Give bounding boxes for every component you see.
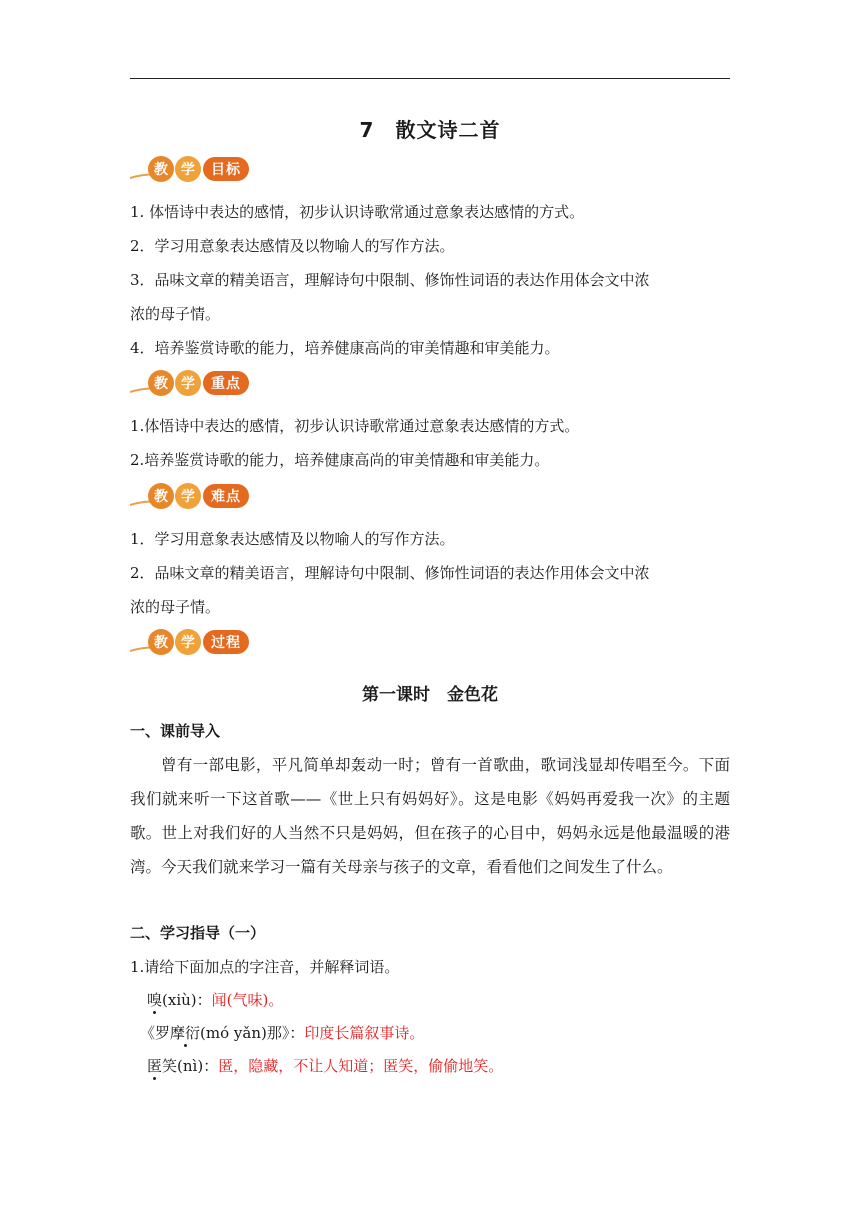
header-rule bbox=[130, 78, 730, 79]
page-title: 7 散文诗二首 bbox=[359, 118, 501, 142]
vocab-meaning: 印度长篇叙事诗。 bbox=[304, 1024, 425, 1042]
teaching-goals-badge bbox=[130, 156, 245, 186]
difficulty-line: 2．品味文章的精美语言，理解诗句中限制、修饰性词语的表达作用体会文中浓 bbox=[130, 564, 650, 582]
vocab-item: 匿笑(nì)：匿，隐藏，不让人知道；匿笑，偷偷地笑。 bbox=[147, 1057, 504, 1075]
goal-line: 3．品味文章的精美语言，理解诗句中限制、修饰性词语的表达作用体会文中浓 bbox=[130, 271, 650, 289]
intro-paragraph: 曾有一部电影，平凡简单却轰动一时；曾有一首歌曲，歌词浅显却传唱至今。下面我们就来听一下这首歌——《世上只有妈妈好》。这是电影《妈妈再爱我一次》的主题歌。世上对我们好的人当然不只是妈妈，但在孩子的心目中，妈妈永远是他最温暖的港湾。今天我们就来学习一篇有关母亲与孩子的文章，看看他们之间发生了什么。 bbox=[130, 756, 730, 876]
badge-label: 难点 bbox=[203, 484, 249, 508]
badge-char: 教 bbox=[148, 483, 174, 509]
dotted-char: 匿 bbox=[147, 1057, 163, 1075]
badge-char: 教 bbox=[148, 629, 174, 655]
lesson-title: 第一课时 金色花 bbox=[362, 685, 498, 705]
section-heading: 二、学习指导（一） bbox=[130, 924, 266, 942]
goal-line: 4．培养鉴赏诗歌的能力，培养健康高尚的审美情趣和审美能力。 bbox=[130, 339, 560, 357]
badge-char: 学 bbox=[175, 156, 201, 182]
goal-line: 2．学习用意象表达感情及以物喻人的写作方法。 bbox=[130, 237, 455, 255]
question-line: 1.请给下面加点的字注音，并解释词语。 bbox=[130, 958, 400, 976]
badge-char: 学 bbox=[175, 370, 201, 396]
difficulties-badge bbox=[130, 483, 245, 513]
dotted-char: 嗅 bbox=[147, 991, 163, 1009]
goal-line: 1. 体悟诗中表达的感情，初步认识诗歌常通过意象表达感情的方式。 bbox=[130, 203, 585, 221]
vocab-item: 《罗摩衍(mó yǎn)那》：印度长篇叙事诗。 bbox=[140, 1024, 425, 1042]
badge-label: 重点 bbox=[203, 371, 249, 395]
key-point-line: 2.培养鉴赏诗歌的能力，培养健康高尚的审美情趣和审美能力。 bbox=[130, 451, 550, 469]
key-points-badge bbox=[130, 370, 245, 400]
badge-char: 教 bbox=[148, 156, 174, 182]
vocab-item: 嗅(xiù)：闻(气味)。 bbox=[147, 991, 284, 1009]
badge-label: 目标 bbox=[203, 157, 249, 181]
badge-char: 学 bbox=[175, 483, 201, 509]
section-heading: 一、课前导入 bbox=[130, 722, 221, 740]
process-badge bbox=[130, 629, 245, 659]
difficulty-line: 浓的母子情。 bbox=[130, 598, 221, 616]
badge-label: 过程 bbox=[203, 630, 249, 654]
badge-char: 学 bbox=[175, 629, 201, 655]
vocab-meaning: 闻(气味)。 bbox=[211, 991, 284, 1009]
dotted-char: 摩衍 bbox=[170, 1024, 201, 1042]
key-point-line: 1.体悟诗中表达的感情，初步认识诗歌常通过意象表达感情的方式。 bbox=[130, 417, 580, 435]
goal-line: 浓的母子情。 bbox=[130, 305, 221, 323]
vocab-meaning: 匿，隐藏，不让人知道；匿笑，偷偷地笑。 bbox=[218, 1057, 504, 1075]
difficulty-line: 1．学习用意象表达感情及以物喻人的写作方法。 bbox=[130, 530, 455, 548]
badge-char: 教 bbox=[148, 370, 174, 396]
